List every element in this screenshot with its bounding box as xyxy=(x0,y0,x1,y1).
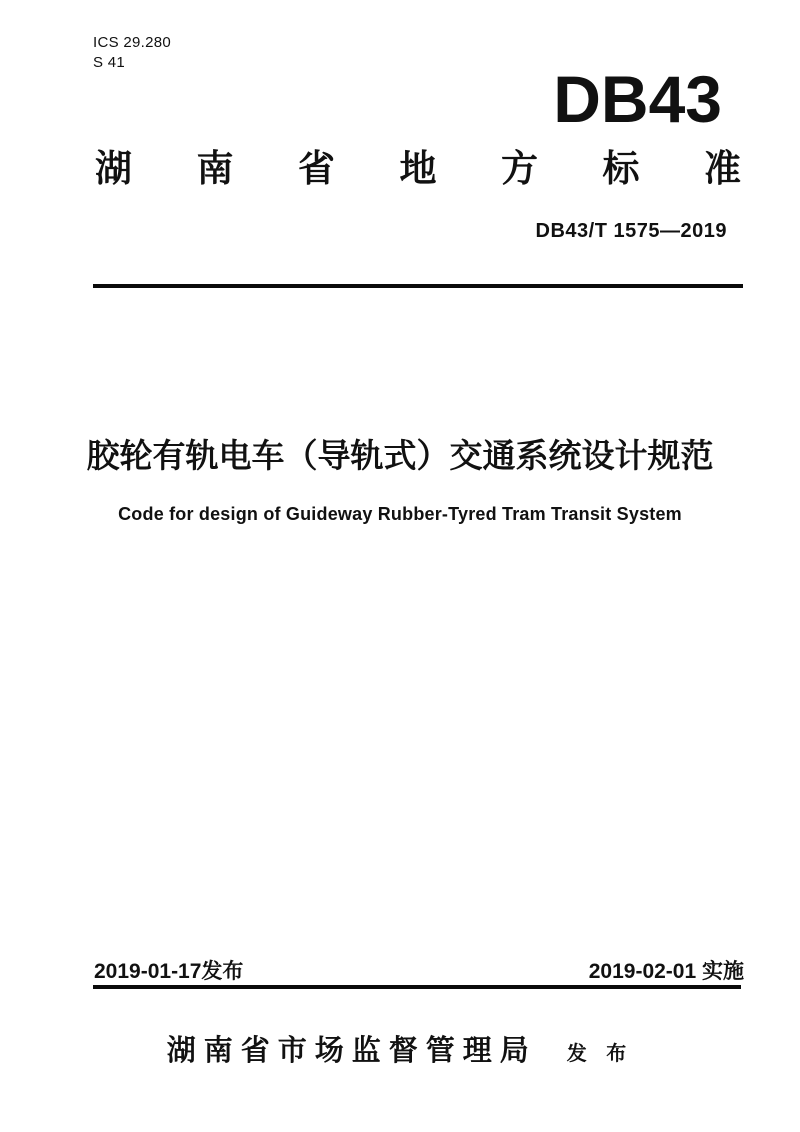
header-divider-rule xyxy=(93,284,743,288)
dates-row xyxy=(94,955,744,985)
ics-code: ICS 29.280 xyxy=(93,34,172,51)
publisher-name: 湖南省市场监督管理局 xyxy=(166,1035,537,1067)
standard-title-chinese: 胶轮有轨电车（导轨式）交通系统设计规范 xyxy=(86,437,714,474)
issue-date: 2019-01-17发布 xyxy=(94,960,244,983)
publisher-row xyxy=(0,1028,800,1069)
implement-date: 2019-02-01 实施 xyxy=(588,960,744,983)
db-code: DB43 xyxy=(553,62,722,136)
doc-class-code: S 41 xyxy=(93,54,126,71)
standard-title-english: Code for design of Guideway Rubber-Tyred Tram Transit System xyxy=(118,504,682,524)
standard-type-heading: 湖 南 省 地 方 标 准 xyxy=(95,148,741,189)
publisher-action-label: 发 布 xyxy=(566,1043,634,1065)
ics-classification-block xyxy=(93,33,171,73)
standard-number: DB43/T 1575—2019 xyxy=(535,220,727,242)
footer-divider-rule xyxy=(93,985,741,989)
